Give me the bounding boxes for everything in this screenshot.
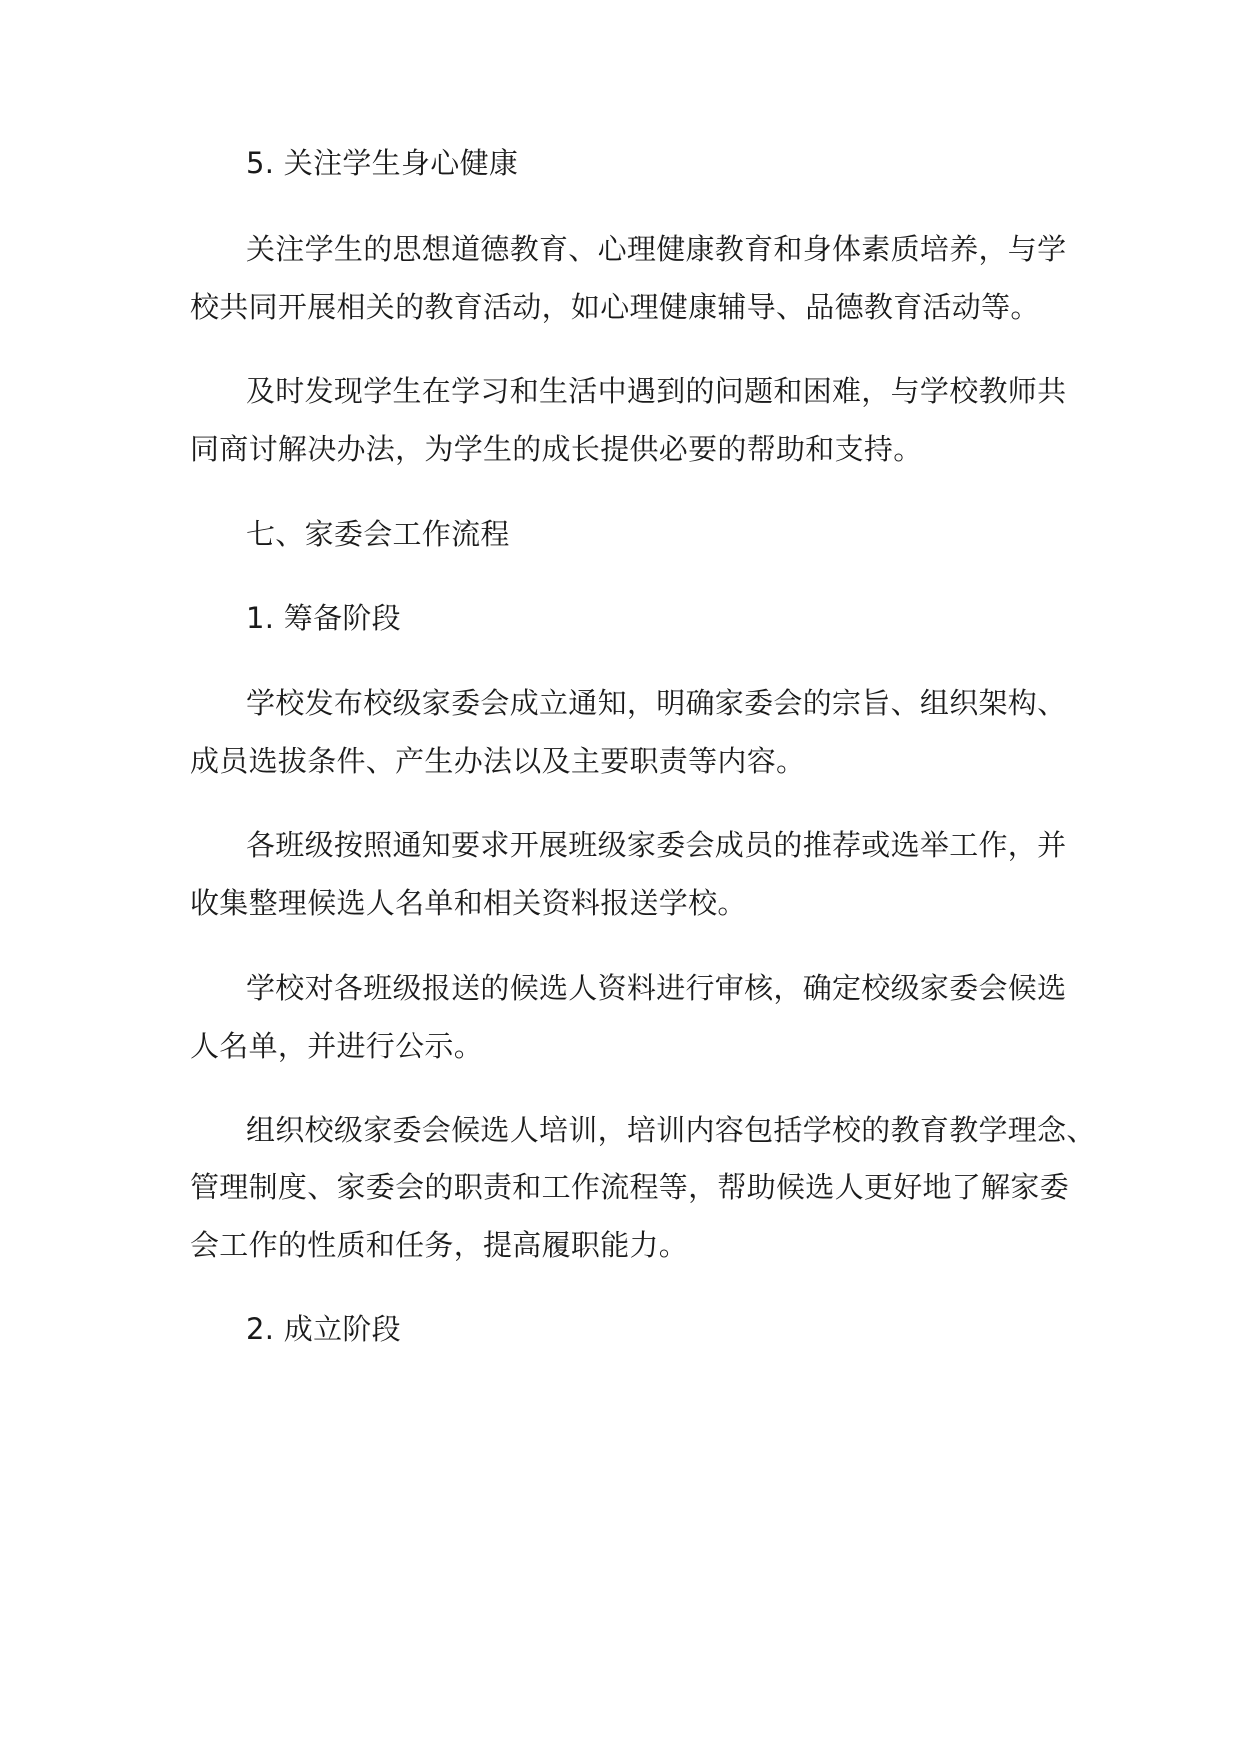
paragraph-line: 组织校级家委会候选人培训，培训内容包括学校的教育教学理念、 [246, 1113, 1096, 1147]
paragraph-line: 管理制度、家委会的职责和工作流程等，帮助候选人更好地了解家委 [190, 1170, 1070, 1204]
paragraph-line: 及时发现学生在学习和生活中遇到的问题和困难，与学校教师共 [246, 374, 1067, 408]
paragraph-line: 各班级按照通知要求开展班级家委会成员的推荐或选举工作，并 [246, 828, 1067, 862]
paragraph-line: 成员选拔条件、产生办法以及主要职责等内容。 [190, 744, 806, 778]
section-heading-7: 七、家委会工作流程 [246, 517, 510, 551]
section-heading-5: 5. 关注学生身心健康 [246, 146, 519, 180]
paragraph-line: 同商讨解决办法，为学生的成长提供必要的帮助和支持。 [190, 432, 923, 466]
paragraph-line: 人名单，并进行公示。 [190, 1029, 484, 1063]
subsection-heading-1: 1. 筹备阶段 [246, 601, 401, 635]
paragraph-line: 校共同开展相关的教育活动，如心理健康辅导、品德教育活动等。 [190, 290, 1040, 324]
subsection-heading-2: 2. 成立阶段 [246, 1312, 401, 1346]
paragraph-line: 学校对各班级报送的候选人资料进行审核，确定校级家委会候选 [246, 971, 1067, 1005]
paragraph-line: 关注学生的思想道德教育、心理健康教育和身体素质培养，与学 [246, 232, 1067, 266]
paragraph-line: 收集整理候选人名单和相关资料报送学校。 [190, 886, 747, 920]
paragraph-line: 学校发布校级家委会成立通知，明确家委会的宗旨、组织架构、 [246, 686, 1067, 720]
paragraph-line: 会工作的性质和任务，提高履职能力。 [190, 1228, 689, 1262]
